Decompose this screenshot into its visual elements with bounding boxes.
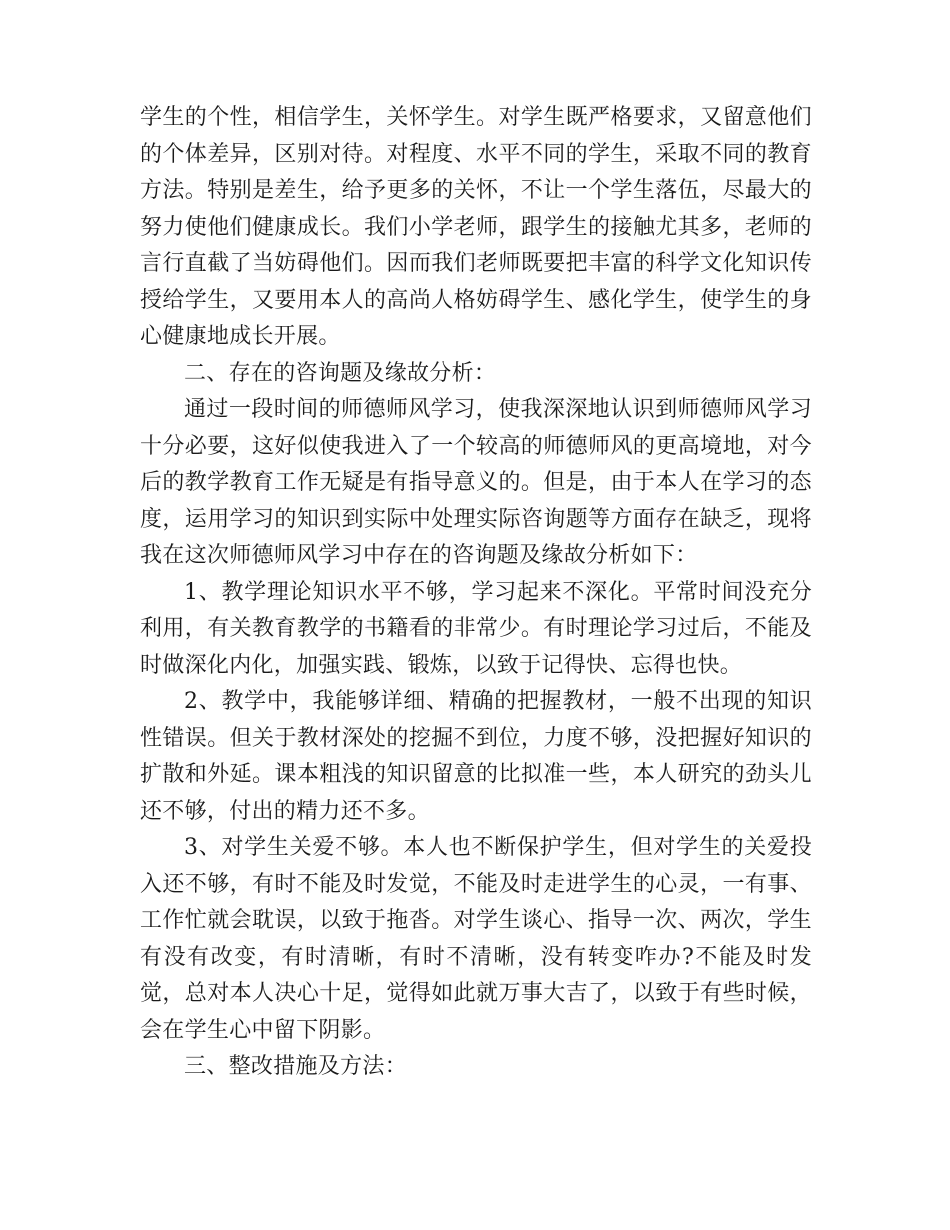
paragraph-intro: 通过一段时间的师德师风学习，使我深深地认识到师德师风学习十分必要，这好似使我进入了一个较高的师德师风的更高境地，对今后的教学教育工作无疑是有指导意义的。但是，由于本人在学习的态度，运用学习的知识到实际中处理实际咨询题等方面存在缺乏，现将我在这次师德师风学习中存在的咨询题及缘故分析如下： (140, 397, 812, 568)
document-body (140, 100, 812, 1086)
list-item-3: 3、对学生关爱不够。本人也不断保护学生，但对学生的关爱投入还不够，有时不能及时发觉，不能及时走进学生的心灵，一有事、工作忙就会耽误，以致于拖沓。对学生谈心、指导一次、两次，学生有没有改变，有时清晰，有时不清晰，没有转变咋办?不能及时发觉，总对本人决心十足，觉得如此就万事大吉了，以致于有些时候，会在学生心中留下阴影。 (140, 835, 812, 1043)
section-heading-measures: 三、整改措施及方法： (184, 1054, 408, 1079)
list-item-2: 2、教学中，我能够详细、精确的把握教材，一般不出现的知识性错误。但关于教材深处的挖掘不到位，力度不够，没把握好知识的扩散和外延。课本粗浅的知识留意的比拟准一些，本人研究的劲头儿还不够，付出的精力还不多。 (140, 689, 812, 824)
list-item-1: 1、教学理论知识水平不够，学习起来不深化。平常时间没充分利用，有关教育教学的书籍看的非常少。有时理论学习过后，不能及时做深化内化，加强实践、锻炼，以致于记得快、忘得也快。 (140, 579, 812, 678)
paragraph-continuation: 学生的个性，相信学生，关怀学生。对学生既严格要求，又留意他们的个体差异，区别对待。对程度、水平不同的学生，采取不同的教育方法。特别是差生，给予更多的关怀，不让一个学生落伍，尽最大的努力使他们健康成长。我们小学老师，跟学生的接触尤其多，老师的言行直截了当妨碍他们。因而我们老师既要把丰富的科学文化知识传授给学生，又要用本人的高尚人格妨碍学生、感化学生，使学生的身心健康地成长开展。 (140, 105, 812, 349)
section-heading-problems: 二、存在的咨询题及缘故分析： (184, 360, 497, 386)
